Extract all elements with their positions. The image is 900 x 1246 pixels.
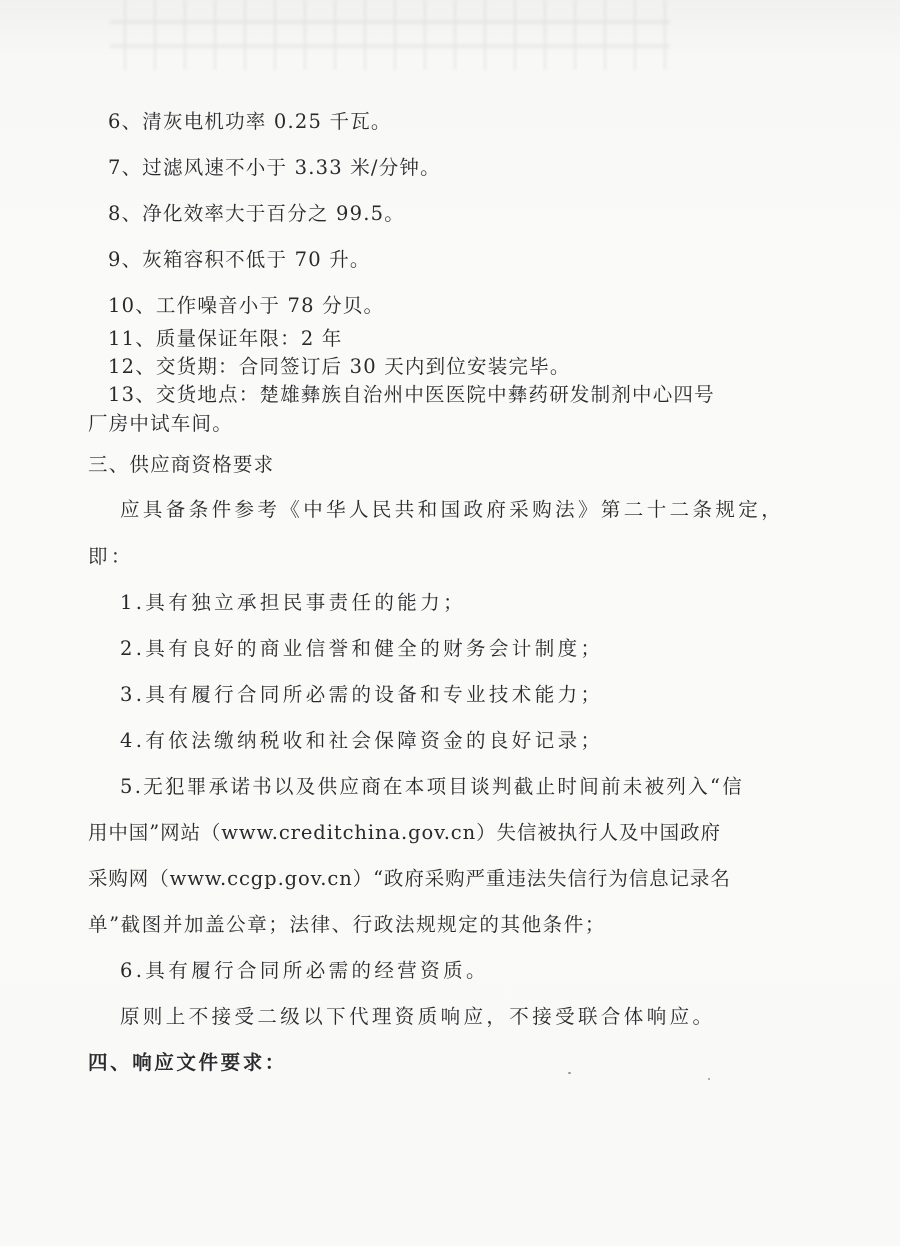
qualification-item-6: 6.具有履行合同所必需的经营资质。 <box>120 959 489 982</box>
spec-item-9: 9、灰箱容积不低于 70 升。 <box>108 248 371 271</box>
qualification-item-1: 1.具有独立承担民事责任的能力； <box>120 591 467 614</box>
scan-speck <box>568 1072 571 1074</box>
qualification-intro-cont: 即： <box>88 545 134 568</box>
spec-item-8: 8、净化效率大于百分之 99.5。 <box>108 202 405 225</box>
spec-item-10: 10、工作噪音小于 78 分贝。 <box>108 294 385 317</box>
qualification-item-3: 3.具有履行合同所必需的设备和专业技术能力； <box>120 683 604 706</box>
spec-item-13: 13、交货地点：楚雄彝族自治州中医医院中彝药研发制剂中心四号 <box>108 383 715 406</box>
qualification-item-5-cont-2: 采购网（www.ccgp.gov.cn）“政府采购严重违法失信行为信息记录名 <box>88 867 731 890</box>
spec-item-12: 12、交货期：合同签订后 30 天内到位安装完毕。 <box>108 355 571 378</box>
qualification-item-5-cont-3: 单”截图并加盖公章；法律、行政法规规定的其他条件； <box>88 913 606 936</box>
spec-item-7: 7、过滤风速不小于 3.33 米/分钟。 <box>108 156 441 179</box>
qualification-item-5-cont-1: 用中国”网站（www.creditchina.gov.cn）失信被执行人及中国政府 <box>88 821 721 844</box>
qualification-item-2: 2.具有良好的商业信誉和健全的财务会计制度； <box>120 637 604 660</box>
spec-item-13-cont: 厂房中试车间。 <box>88 412 233 435</box>
spec-item-11: 11、质量保证年限：2 年 <box>108 327 343 350</box>
show-through-bleed <box>110 0 670 70</box>
section-3-heading: 三、供应商资格要求 <box>88 453 275 476</box>
consortium-note: 原则上不接受二级以下代理资质响应，不接受联合体响应。 <box>120 1005 716 1028</box>
qualification-intro: 应具备条件参考《中华人民共和国政府采购法》第二十二条规定， <box>120 498 785 521</box>
section-4-heading: 四、响应文件要求： <box>88 1051 287 1074</box>
qualification-item-5: 5.无犯罪承诺书以及供应商在本项目谈判截止时间前未被列入“信 <box>120 775 745 798</box>
qualification-item-4: 4.有依法缴纳税收和社会保障资金的良好记录； <box>120 729 604 752</box>
scan-speck <box>708 1078 710 1080</box>
spec-item-6: 6、清灰电机功率 0.25 千瓦。 <box>108 110 392 133</box>
